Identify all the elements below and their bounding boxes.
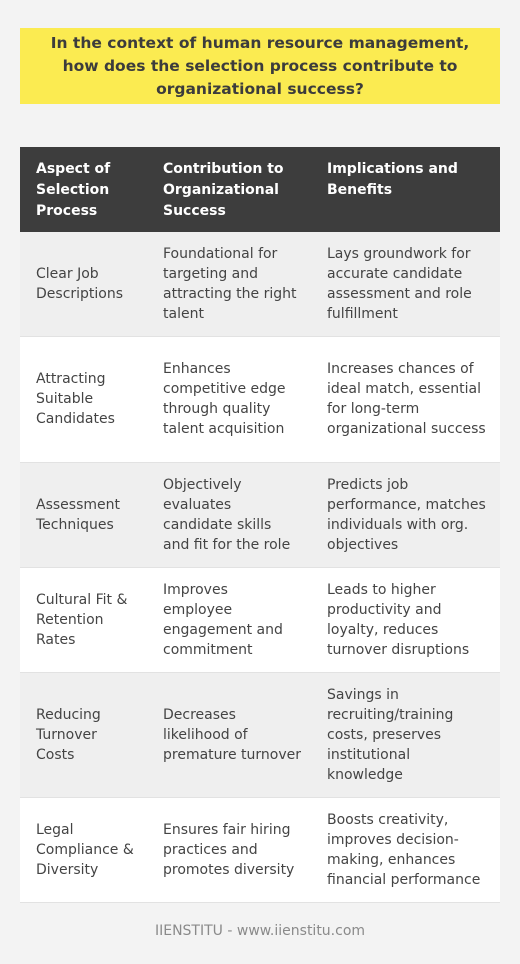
cell-aspect: Assessment Techniques — [20, 462, 147, 567]
cell-contribution: Improves employee engagement and commitment — [147, 567, 311, 672]
cell-implications: Savings in recruiting/training costs, preserves institutional knowledge — [311, 672, 500, 797]
cell-aspect: Reducing Turnover Costs — [20, 672, 147, 797]
cell-contribution: Objectively evaluates candidate skills and fit for the role — [147, 462, 311, 567]
table-row — [20, 797, 500, 902]
cell-implications: Boosts creativity, improves decision-making, enhances financial performance — [311, 797, 500, 902]
header-implications: Implications and Benefits — [311, 147, 500, 232]
cell-aspect: Clear Job Descriptions — [20, 232, 147, 336]
cell-implications: Increases chances of ideal match, essential for long-term organizational success — [311, 336, 500, 462]
table-row — [20, 336, 500, 462]
table-header-row — [20, 147, 500, 232]
table-row — [20, 462, 500, 567]
header-contribution: Contribution to Organizational Success — [147, 147, 311, 232]
cell-contribution: Foundational for targeting and attracting the right talent — [147, 232, 311, 336]
comparison-table-container — [20, 147, 500, 903]
cell-contribution: Enhances competitive edge through quality talent acquisition — [147, 336, 311, 462]
table-row — [20, 232, 500, 336]
cell-implications: Lays groundwork for accurate candidate assessment and role fulfillment — [311, 232, 500, 336]
comparison-table — [20, 147, 500, 903]
cell-contribution: Decreases likelihood of premature turnover — [147, 672, 311, 797]
cell-aspect: Cultural Fit & Retention Rates — [20, 567, 147, 672]
header-aspect: Aspect of Selection Process — [20, 147, 147, 232]
question-banner — [20, 28, 500, 104]
cell-contribution: Ensures fair hiring practices and promotes diversity — [147, 797, 311, 902]
cell-aspect: Attracting Suitable Candidates — [20, 336, 147, 462]
cell-aspect: Legal Compliance & Diversity — [20, 797, 147, 902]
cell-implications: Predicts job performance, matches individuals with org. objectives — [311, 462, 500, 567]
footer-credit: IIENSTITU - www.iienstitu.com — [154, 923, 366, 939]
cell-implications: Leads to higher productivity and loyalty, reduces turnover disruptions — [311, 567, 500, 672]
question-text: In the context of human resource management, how does the selection process contribute to organizational success? — [50, 33, 470, 98]
table-row — [20, 672, 500, 797]
table-row — [20, 567, 500, 672]
